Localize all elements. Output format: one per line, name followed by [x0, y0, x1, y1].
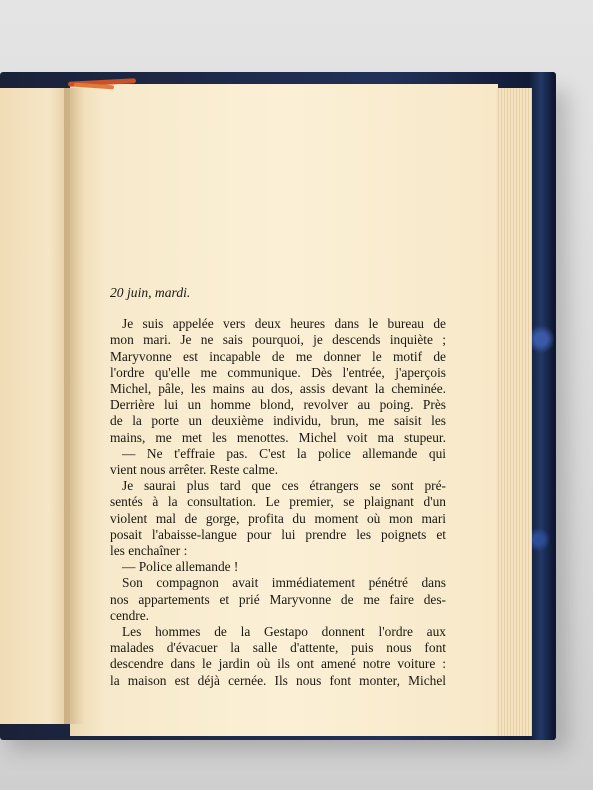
text-line: de la porte un deuxième individu, brun, me saisit les: [110, 413, 446, 429]
text-line: malades d'évacuer la salle d'attente, puis nous font: [110, 640, 446, 656]
text-line: — Ne t'effraie pas. C'est la police allemande qui: [122, 445, 446, 461]
page-stack-edge: [496, 88, 532, 736]
text-line: cendre.: [110, 607, 150, 623]
text-line: Son compagnon avait immédiatement pénétré dans: [122, 575, 446, 591]
text-line: violent mal de gorge, profita du moment où mon mari: [110, 510, 446, 526]
diary-date-heading: 20 juin, mardi.: [110, 285, 191, 300]
text-line: sentés à la consultation. Le premier, se plaignant d'un: [110, 494, 446, 510]
bookmark-ribbon: [68, 76, 138, 90]
left-page: [0, 88, 71, 724]
text-line: — Police allemande !: [122, 559, 239, 575]
text-line: Michel, pâle, les mains au dos, assis devant la cheminée.: [110, 381, 446, 397]
text-line: Je saurai plus tard que ces étrangers se sont pré-: [122, 478, 446, 494]
text-line: posait l'abaisse-langue pour lui prendre les poignets et: [110, 526, 446, 542]
text-line: Les hommes de la Gestapo donnent l'ordre aux: [122, 624, 446, 640]
text-line: mon mari. Je ne sais pourquoi, je descends inquiète ;: [110, 332, 446, 348]
page-text: [110, 285, 446, 689]
text-line: Je suis appelée vers deux heures dans le bureau de: [122, 316, 446, 332]
text-lines: [110, 316, 446, 689]
text-line: vient nous arrêter. Reste calme.: [110, 462, 279, 478]
text-line: Derrière lui un homme blond, revolver au poing. Près: [110, 397, 446, 413]
text-line: les enchaîner :: [110, 543, 188, 559]
text-line: mains, me met les menottes. Michel voit ma stupeur.: [110, 429, 446, 445]
text-line: la maison est déjà cernée. Ils nous font monter, Michel: [110, 672, 446, 688]
page-gutter: [64, 88, 84, 724]
text-line: nos appartements et prié Maryvonne de me faire des-: [110, 591, 446, 607]
text-line: Maryvonne est incapable de me donner le motif de: [110, 348, 446, 364]
text-line: descendre dans le jardin où ils ont amené notre voiture :: [110, 656, 446, 672]
text-line: l'ordre qu'elle me communique. Dès l'entrée, j'aperçois: [110, 364, 446, 380]
